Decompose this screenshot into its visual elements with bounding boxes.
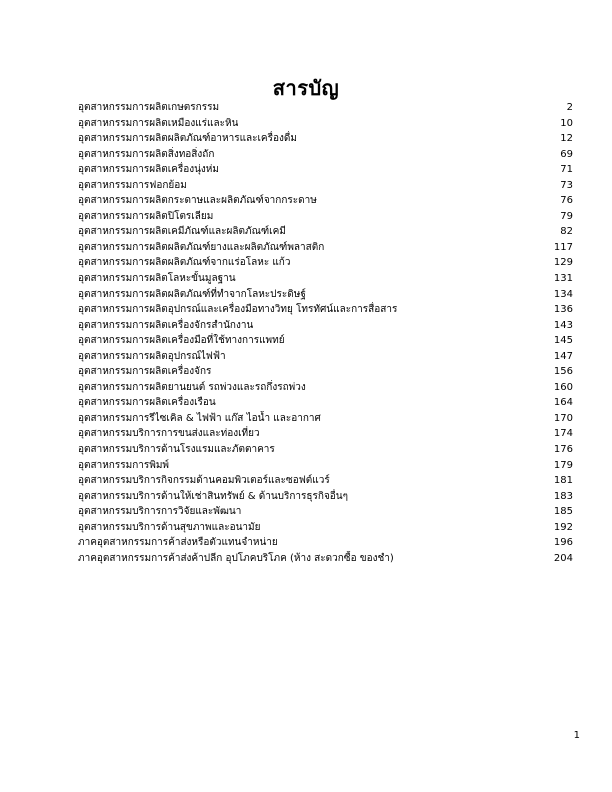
toc-entry-page: 73 [560,179,573,191]
toc-entry-page: 69 [560,148,573,160]
toc-entry-label: อุตสาหกรรมบริการการขนส่งและท่องเที่ยว [78,428,260,440]
document-title: สารบัญ [272,76,340,100]
toc-entry-label: อุตสาหกรรมการผลิตเครื่องมือที่ใช้ทางการแพทย์ [78,335,285,347]
toc-entry-page: 71 [560,164,573,176]
toc-entry-label: อุตสาหกรรมการผลิตเครื่องเรือน [78,397,216,409]
toc-entry-page: 192 [553,521,573,533]
toc-entry [78,426,573,442]
toc-entry-page: 160 [553,381,573,393]
toc-entry-label: อุตสาหกรรมการผลิตผลิตภัณฑ์จากแร่อโลหะ แก้ว [78,257,291,269]
toc-entry-page: 76 [560,195,573,207]
toc-entry-page: 179 [553,459,573,471]
toc-entry-label: อุตสาหกรรมบริการด้านโรงแรมและภัตตาคาร [78,444,275,456]
toc-entry [78,535,573,551]
toc-entry [78,349,573,365]
toc-entry [78,209,573,225]
toc-entry-label: อุตสาหกรรมการผลิตโลหะขั้นมูลฐาน [78,273,236,285]
toc-entry-label: อุตสาหกรรมการผลิตปิโตรเลียม [78,210,214,222]
toc-entry-page: 204 [553,552,573,564]
toc-entry [78,224,573,240]
toc-entry [78,489,573,505]
toc-entry-label: อุตสาหกรรมการรีไซเคิล & ไฟฟ้า แก๊ส ไอน้ำ และอากาศ [78,412,321,424]
toc-entry-label: อุตสาหกรรมการผลิตอุปกรณ์ไฟฟ้า [78,350,226,362]
toc-entry-label: อุตสาหกรรมการผลิตยานยนต์ รถพ่วงและรถกึ่งรถพ่วง [78,381,306,393]
toc-entry-page: 2 [566,102,573,113]
toc-entry-page: 145 [553,335,573,347]
toc-entry-label: อุตสาหกรรมการพิมพ์ [78,459,170,471]
toc-entry-label: อุตสาหกรรมการผลิตสิ่งทอสิ่งถัก [78,148,215,160]
toc-entry [78,520,573,536]
toc-entry-page: 174 [553,428,573,440]
toc-entry [78,442,573,458]
toc-entry [78,318,573,334]
page-number: 1 [573,730,580,741]
toc-entry-label: อุตสาหกรรมการผลิตอุปกรณ์และเครื่องมือทางวิทยุ โทรทัศน์และการสื่อสาร [78,304,398,316]
toc-entry-label: อุตสาหกรรมการผลิตเคมีภัณฑ์และผลิตภัณฑ์เคมี [78,226,286,238]
toc-entry [78,147,573,163]
toc-entry-page: 164 [553,397,573,409]
toc-entry-label: อุตสาหกรรมการฟอกย้อม [78,179,187,191]
toc-entry-label: อุตสาหกรรมการผลิตผลิตภัณฑ์ที่ทำจากโลหะประดิษฐ์ [78,288,306,300]
toc-entry-label: อุตสาหกรรมการผลิตเครื่องจักร [78,366,212,378]
toc-entry [78,116,573,132]
toc-entry-page: 170 [553,412,573,424]
toc-entry-page: 156 [553,366,573,378]
toc-entry [78,411,573,427]
toc-entry [78,287,573,303]
toc-entry-label: อุตสาหกรรมบริการกิจกรรมด้านคอมพิวเตอร์และซอฟต์แวร์ [78,475,330,487]
toc-entry [78,271,573,287]
toc-entry-page: 82 [560,226,573,238]
toc-entry-page: 129 [553,257,573,269]
toc-entry-label: อุตสาหกรรมการผลิตผลิตภัณฑ์อาหารและเครื่องดื่ม [78,133,297,145]
table-of-contents [78,100,573,566]
toc-entry-page: 181 [553,475,573,487]
toc-entry-page: 185 [553,506,573,518]
toc-entry-page: 131 [553,273,573,285]
toc-entry [78,178,573,194]
toc-entry-page: 79 [560,210,573,222]
toc-entry [78,193,573,209]
toc-entry-label: ภาคอุตสาหกรรมการค้าส่งค้าปลีก อุปโภคบริโภค (ห้าง สะดวกซื้อ ของชำ) [78,552,394,564]
toc-entry [78,131,573,147]
toc-entry-page: 147 [553,350,573,362]
toc-entry-page: 196 [553,537,573,549]
toc-entry-page: 143 [553,319,573,331]
toc-entry [78,395,573,411]
toc-entry-page: 12 [560,133,573,145]
toc-entry-page: 117 [553,241,573,253]
toc-entry-page: 183 [553,490,573,502]
toc-entry-label: อุตสาหกรรมการผลิตเหมืองแร่และหิน [78,117,239,129]
toc-entry-page: 10 [560,117,573,129]
toc-entry-label: อุตสาหกรรมการผลิตผลิตภัณฑ์ยางและผลิตภัณฑ์พลาสติก [78,241,325,253]
toc-entry [78,333,573,349]
toc-entry-label: อุตสาหกรรมการผลิตกระดาษและผลิตภัณฑ์จากกระดาษ [78,195,317,207]
toc-entry [78,100,573,116]
toc-entry-label: อุตสาหกรรมบริการการวิจัยและพัฒนา [78,506,242,518]
toc-entry-page: 134 [553,288,573,300]
toc-entry [78,458,573,474]
toc-entry [78,302,573,318]
toc-entry [78,255,573,271]
toc-entry [78,240,573,256]
toc-entry-label: ภาคอุตสาหกรรมการค้าส่งหรือตัวแทนจำหน่าย [78,537,278,549]
toc-entry [78,504,573,520]
toc-entry-page: 176 [553,444,573,456]
toc-entry-label: อุตสาหกรรมบริการด้านให้เช่าสินทรัพย์ & ด้านบริการธุรกิจอื่นๆ [78,490,349,502]
toc-entry-label: อุตสาหกรรมการผลิตเกษตรกรรม [78,102,220,113]
toc-entry [78,364,573,380]
toc-entry-label: อุตสาหกรรมบริการด้านสุขภาพและอนามัย [78,521,261,533]
toc-entry [78,162,573,178]
toc-entry-label: อุตสาหกรรมการผลิตเครื่องนุ่งห่ม [78,164,219,176]
toc-entry-page: 136 [553,304,573,316]
toc-entry [78,473,573,489]
toc-entry [78,380,573,396]
toc-entry [78,551,573,567]
toc-entry-label: อุตสาหกรรมการผลิตเครื่องจักรสำนักงาน [78,319,254,331]
